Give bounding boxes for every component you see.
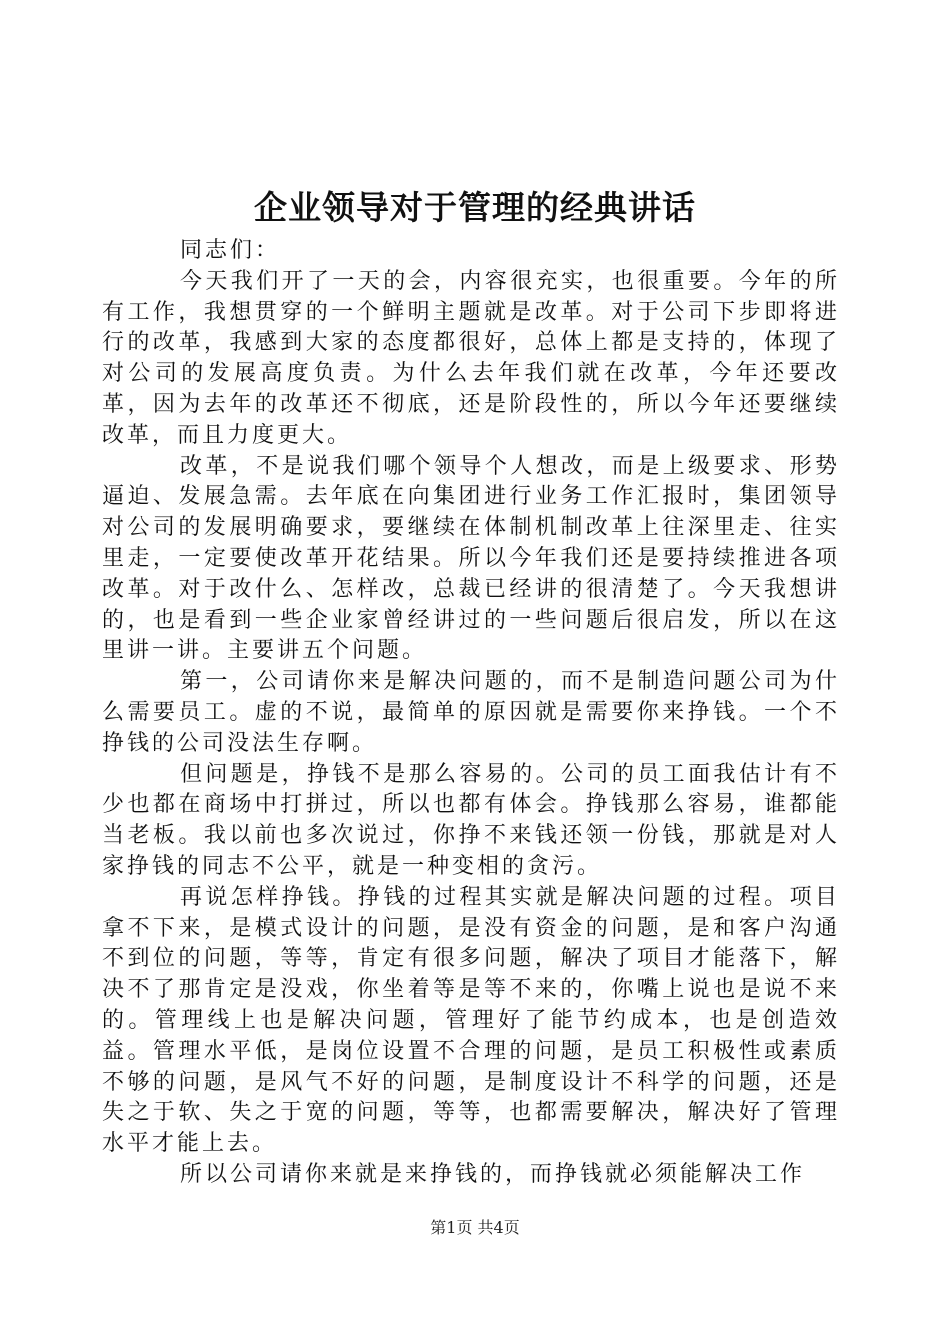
paragraph: 第一，公司请你来是解决问题的，而不是制造问题公司为什么需要员工。虚的不说，最简单的原因就是需要你来挣钱。一个不挣钱的公司没法生存啊。 [102,669,840,756]
paragraph: 但问题是，挣钱不是那么容易的。公司的员工面我估计有不少也都在商场中打拼过，所以也都有体会。挣钱那么容易，谁都能当老板。我以前也多次说过，你挣不来钱还领一份钱，那就是对人家挣钱的同志不公平，就是一种变相的贪污。 [102,761,840,879]
document-body [102,236,840,1191]
paragraph: 所以公司请你来就是来挣钱的，而挣钱就必须能解决工作 [180,1161,806,1187]
page-footer: 第1页 共4页 [430,1218,520,1237]
paragraph: 再说怎样挣钱。挣钱的过程其实就是解决问题的过程。项目拿不下来，是模式设计的问题，是没有资金的问题，是和客户沟通不到位的问题，等等，肯定有很多问题，解决了项目才能落下，解决不了那肯定是没戏，你坐着等是等不来的，你嘴上说也是说不来的。管理线上也是解决问题，管理好了能节约成本，也是创造效益。管理水平低，是岗位设置不合理的问题，是员工积极性或素质不够的问题，是风气不好的问题，是制度设计不科学的问题，还是失之于软、失之于宽的问题，等等，也都需要解决，解决好了管理水平才能上去。 [102,884,840,1157]
paragraph-salutation: 同志们： [180,238,281,263]
paragraph: 改革，不是说我们哪个领导个人想改，而是上级要求、形势逼迫、发展急需。去年底在向集团进行业务工作汇报时，集团领导对公司的发展明确要求，要继续在体制机制改革上往深里走、往实里走，一定要使改革开花结果。所以今年我们还是要持续推进各项改革。对于改什么、怎样改，总裁已经讲的很清楚了。今天我想讲的，也是看到一些企业家曾经讲过的一些问题后很启发，所以在这里讲一讲。主要讲五个问题。 [102,453,840,664]
paragraph: 今天我们开了一天的会，内容很充实，也很重要。今年的所有工作，我想贯穿的一个鲜明主题就是改革。对于公司下步即将进行的改革，我感到大家的态度都很好，总体上都是支持的，体现了对公司的发展高度负责。为什么去年我们就在改革，今年还要改革，因为去年的改革还不彻底，还是阶段性的，所以今年还要继续改革，而且力度更大。 [102,268,840,448]
document-title: 企业领导对于管理的经典讲话 [254,188,696,227]
